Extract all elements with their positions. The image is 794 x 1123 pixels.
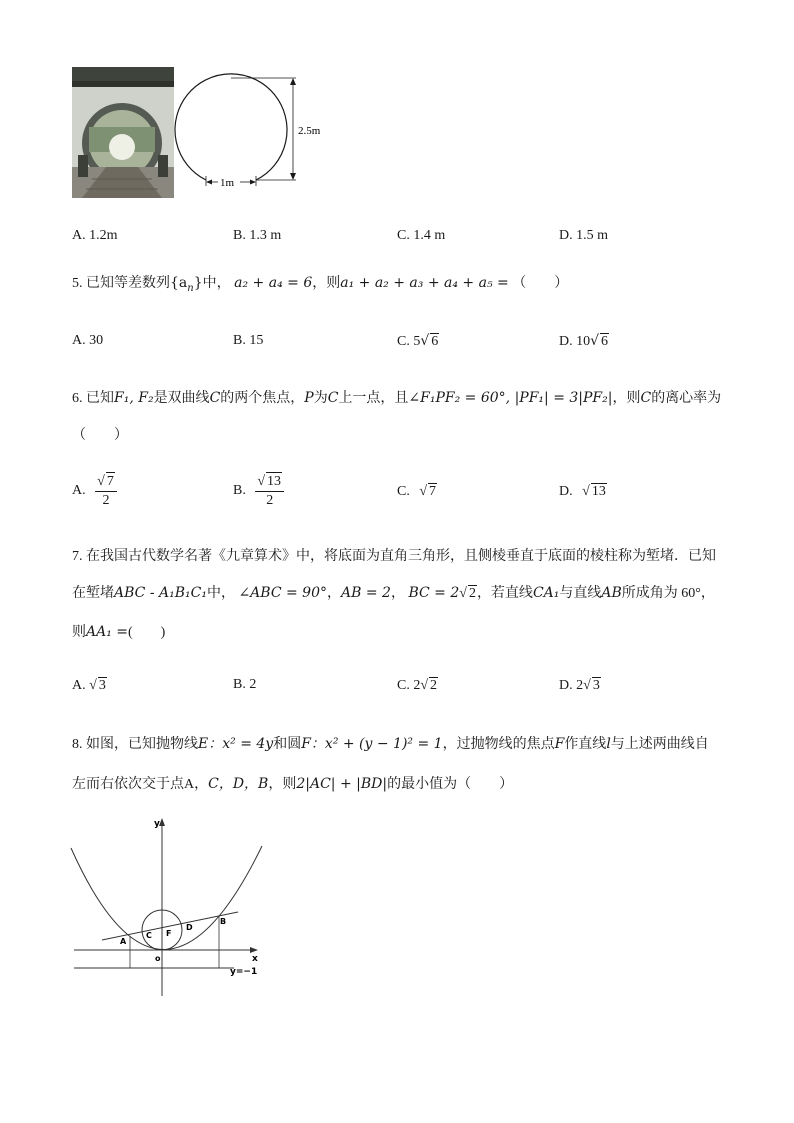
q5-condition: a₂ + a₄ = 6 — [234, 275, 313, 291]
height-label: 2.5m — [298, 125, 321, 137]
circle-gate-diagram — [172, 72, 322, 192]
q7-option-c[interactable]: C. 2√ 2 — [397, 678, 438, 693]
height-arrow-top — [290, 78, 296, 85]
question-8-stem-line1: 8. 如图，已知抛物线E：x² = 4y和圆F：x² + (y − 1)² = 1，过抛物线的焦点F作直线l与上述两曲线自 — [72, 736, 709, 752]
width-label: 1m — [220, 177, 235, 189]
question-6-stem: 6. 已知F₁, F₂是双曲线C的两个焦点，P为C上一点，且∠F₁PF₂ = 60°, |PF₁| = 3|PF₂|，则C的离心率为 — [72, 390, 722, 406]
q5-expression: a₁ + a₂ + a₃ + a₄ + a₅ = — [340, 275, 509, 291]
q6-option-b[interactable]: B. $\frac{√ 13}{2}$ — [233, 472, 284, 510]
q4-option-c[interactable]: C. 1.4 m — [397, 228, 446, 243]
q5-text-mid: 中， — [202, 276, 231, 291]
q7-option-d[interactable]: D. 2√ 3 — [559, 678, 600, 693]
parabola-circle-figure — [66, 814, 276, 999]
q6-condition: ∠F₁PF₂ = 60°, |PF₁| = 3|PF₂| — [408, 390, 613, 406]
q5-option-d[interactable]: D. 10√ 6 — [559, 333, 609, 349]
q5-sequence: $\{a_n\}$ — [170, 275, 203, 294]
q7-option-a[interactable]: A. √ 3 — [72, 678, 106, 693]
question-5-stem — [72, 272, 568, 294]
q4-option-b[interactable]: B. 1.3 m — [233, 228, 282, 243]
q5-text-tail: ，则 — [312, 276, 341, 291]
q6-foci: F₁, F₂ — [114, 390, 154, 406]
q5-option-b[interactable]: B. 15 — [233, 333, 264, 348]
q4-option-a[interactable]: A. 1.2m — [72, 228, 118, 243]
y-axis-arrow — [159, 818, 165, 826]
q5-option-c[interactable]: C. 5√ 6 — [397, 333, 439, 349]
q6-option-c[interactable]: C. √ 7 — [397, 484, 437, 499]
origin-label: o — [155, 954, 161, 963]
point-c-label: C — [146, 931, 152, 940]
point-f-label: F — [166, 929, 172, 938]
q5-option-a[interactable]: A. 30 — [72, 333, 104, 348]
moon-gate-photo — [72, 67, 174, 198]
gate-circle-arc — [175, 74, 287, 180]
question-7-stem-line3: 则AA₁ =( ) — [72, 624, 166, 640]
x-axis-label: x — [252, 954, 258, 964]
question-7-stem-line2: 在堑堵ABC - A₁B₁C₁中， ∠ABC = 90°，AB = 2， BC = 2√ 2，若直线CA₁与直线AB所成角为 60°， — [72, 585, 715, 601]
q4-option-d[interactable]: D. 1.5 m — [559, 228, 608, 243]
q6-option-a[interactable]: A. $\frac{√ 7}{2}$ — [72, 472, 117, 510]
directrix-label: y=−1 — [230, 967, 258, 977]
point-d-label: D — [186, 923, 193, 932]
moon-gate-photo-drawing — [72, 67, 174, 198]
q5-answer-blank: （ ） — [512, 276, 569, 291]
y-axis-label: y — [154, 819, 160, 829]
question-7-stem-line1: 7. 在我国古代数学名著《九章算术》中，将底面为直角三角形，且侧棱垂直于底面的棱柱称为堑堵．已知 — [72, 549, 716, 564]
point-b-label: B — [220, 917, 227, 926]
width-arrow-right — [250, 180, 256, 185]
q7-option-b[interactable]: B. 2 — [233, 677, 257, 692]
q5-text-prefix: 已知等差数列 — [86, 276, 170, 291]
width-arrow-left — [206, 180, 212, 185]
height-arrow-bottom — [290, 173, 296, 180]
point-a-label: A — [120, 937, 127, 946]
question-8-stem-line2: 左而右依次交于点A，C，D，B，则2|AC| + |BD|的最小值为（ ） — [72, 776, 514, 792]
x-axis-arrow — [250, 947, 258, 953]
q5-number: 5. — [72, 276, 83, 291]
q6-option-d[interactable]: D. √ 13 — [559, 484, 606, 499]
q6-answer-blank: （ ） — [72, 428, 128, 443]
